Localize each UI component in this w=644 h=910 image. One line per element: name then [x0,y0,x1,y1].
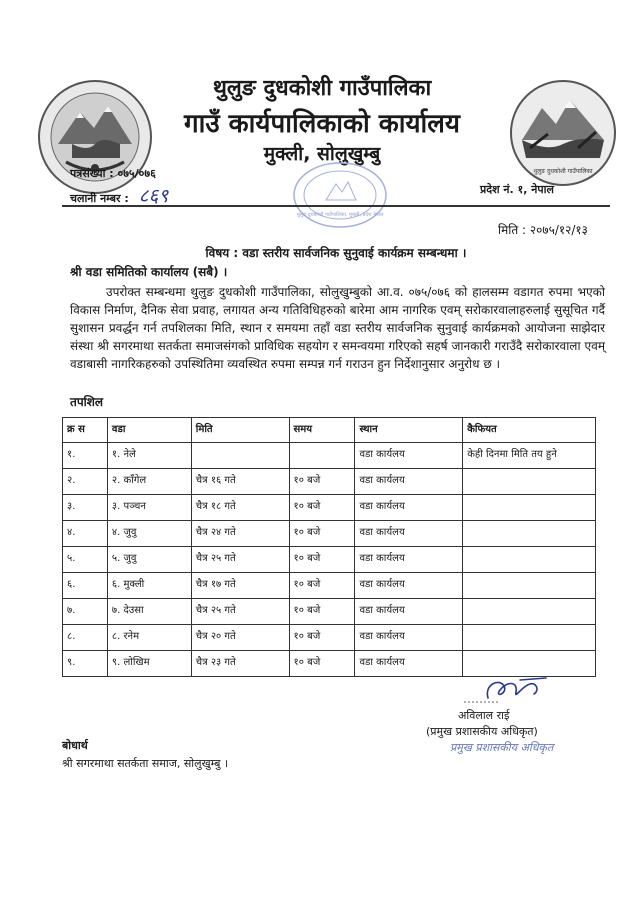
cell-remarks [463,495,596,521]
table-row [63,547,596,573]
cell-venue: वडा कार्यलय [355,495,463,521]
col-header-date: मिति [191,418,289,443]
cell-ward: ६. मुक्ली [107,573,191,599]
office-name: गाउँ कार्यपालिकाको कार्यालय [184,109,460,139]
cell-ward: ४. जुवु [107,521,191,547]
cell-serial: २. [63,469,108,495]
col-header-ward: वडा [107,418,191,443]
cell-remarks [463,625,596,651]
col-header-remarks: कैफियत [463,418,596,443]
cell-serial: ९. [63,651,108,677]
cell-time: १० बजे [289,469,355,495]
cell-ward: ३. पञ्चन [107,495,191,521]
official-stamp [290,160,390,230]
letter-number: पत्रसंख्या : ०७५/०७६ [70,167,156,180]
cell-date: चैत्र २५ गते [191,547,289,573]
cell-ward: ९. लोखिम [107,651,191,677]
cell-serial: ८. [63,625,108,651]
cell-date: चैत्र २३ गते [191,651,289,677]
cell-date: चैत्र १६ गते [191,469,289,495]
col-header-time: समय [289,418,355,443]
signatory-name: अविलाल राई [458,709,510,722]
cell-ward: ७. देउसा [107,599,191,625]
cell-date: चैत्र २० गते [191,625,289,651]
letter-date: मिति : २०७५/१२/१३ [498,223,588,237]
cell-ward: २. काँगेल [107,469,191,495]
table-row [63,443,596,469]
cell-serial: ४. [63,521,108,547]
cell-date: चैत्र २५ गते [191,599,289,625]
cell-venue: वडा कार्यलय [355,651,463,677]
signatory-title: (प्रमुख प्रशासकीय अधिकृत) [426,725,538,738]
cell-date: चैत्र १७ गते [191,573,289,599]
office-location: मुक्ली, सोलुखुम्बु [263,143,381,165]
cell-time: १० बजे [289,573,355,599]
cell-time: १० बजे [289,625,355,651]
cell-venue: वडा कार्यलय [355,599,463,625]
svg-text:थुलुङ दुधकोशी गाउँपालिका, मुक्: थुलुङ दुधकोशी गाउँपालिका, मुक्ली, प्रदेश नेपाल [296,212,384,218]
header-divider [62,205,610,207]
cell-date: चैत्र २४ गते [191,521,289,547]
schedule-table [62,417,596,677]
letter-addressee: श्री वडा समितिको कार्यालय (सबै) । [70,265,228,279]
table-header-row [63,418,596,443]
col-header-venue: स्थान [355,418,463,443]
dispatch-number-handwritten: ८६९ [138,185,169,207]
cell-time: १० बजे [289,547,355,573]
cell-remarks [463,469,596,495]
cell-serial: ७. [63,599,108,625]
cell-venue: वडा कार्यलय [355,625,463,651]
cell-date [191,443,289,469]
cell-remarks [463,573,596,599]
cell-time [289,443,355,469]
cell-time: १० बजे [289,521,355,547]
letter-body: उपरोक्त सम्बन्धमा थुलुङ दुधकोशी गाउँपालिका, सोलुखुम्बुको आ.व. ०७५/०७६ को हालसम्म वडागत रुपमा भएको विकास निर्माण, दैनिक सेवा प्रवाह, लगायत अन्य गतिविधिहरुको बारेमा आम नागरिक एवम् सरोकारवालाहरुलाई सुसूचित गर्दै सुशासन प्रवर्द्धन गर्न तपशिलका मिति, स्थान र समयमा तहाँ वडा स्तरीय सार्वजनिक सुनुवाई कार्यक्रमको आयोजना साझेदार संस्था श्री सगरमाथा सतर्कता समाजसंगको प्राविधिक सहयोग र समन्वयमा गरिएको सहर्ष जानकारी गराउँदै सरोकारवाला एवम् वडाबासी नागरिकहरुको उपस्थितिमा व्यवस्थित रुपमा सम्पन्न गर्न गराउन हुन निर्देशानुसार अनुरोध छ । [70,285,605,371]
cell-time: १० बजे [289,599,355,625]
cell-venue: वडा कार्यलय [355,573,463,599]
cell-venue: वडा कार्यलय [355,547,463,573]
dispatch-label: चलानी नम्बर : [70,192,129,205]
cell-serial: १. [63,443,108,469]
cell-serial: ३. [63,495,108,521]
cell-remarks [463,599,596,625]
cell-venue: वडा कार्यलय [355,469,463,495]
municipality-name: थुलुङ दुधकोशी गाउँपालिका [212,76,432,101]
cell-time: १० बजे [289,495,355,521]
table-row [63,573,596,599]
cc-title: बोधार्थ [62,739,88,752]
signatory-stamp: प्रमुख प्रशासकीय अधिकृत [450,741,554,754]
cell-remarks: केही दिनमा मिति तय हुने [463,443,596,469]
cell-date: चैत्र १८ गते [191,495,289,521]
col-header-serial: क्र स [63,418,108,443]
table-row [63,521,596,547]
province-label: प्रदेश नं. १, नेपाल [480,183,554,196]
table-row [63,625,596,651]
svg-text:थुलुङ दुधकोशी गाउँपालिका: थुलुङ दुधकोशी गाउँपालिका [533,168,593,175]
cell-remarks [463,547,596,573]
cell-serial: ५. [63,547,108,573]
cell-ward: ८. रनेम [107,625,191,651]
table-row [63,599,596,625]
table-row [63,469,596,495]
cell-ward: १. नेले [107,443,191,469]
cell-venue: वडा कार्यलय [355,521,463,547]
cell-ward: ५. जुवु [107,547,191,573]
cell-time: १० बजे [289,651,355,677]
letter-subject: विषय : वडा स्तरीय सार्वजनिक सुनुवाई कार्यक्रम सम्बन्धमा । [205,246,467,260]
cell-venue: वडा कार्यलय [355,443,463,469]
signature-mark [460,672,560,708]
table-row [63,495,596,521]
cc-item: श्री सगरमाथा सतर्कता समाज, सोलुखुम्बु । [62,757,229,770]
cell-remarks [463,521,596,547]
cell-serial: ६. [63,573,108,599]
schedule-title: तपशिल [70,395,104,409]
